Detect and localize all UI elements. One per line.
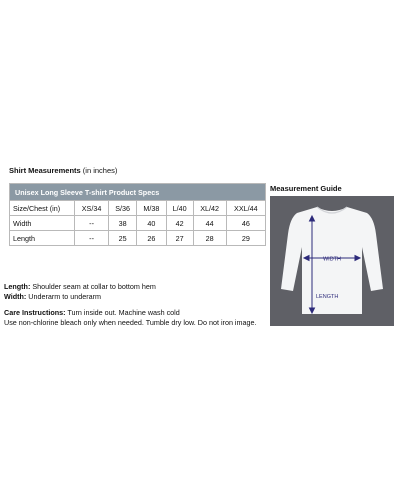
table-cell: 27 bbox=[166, 231, 193, 246]
table-cell: 38 bbox=[109, 216, 137, 231]
header-cell: XL/42 bbox=[193, 201, 226, 216]
table-row bbox=[10, 231, 266, 246]
page-title bbox=[9, 166, 117, 175]
width-label: WIDTH bbox=[322, 256, 342, 263]
table-cell: 46 bbox=[226, 216, 265, 231]
header-cell: L/40 bbox=[166, 201, 193, 216]
title-unit: (in inches) bbox=[80, 166, 118, 175]
width-note-text: Underarm to underarm bbox=[26, 291, 101, 301]
care-note-text: Turn inside out. Machine wash cold bbox=[65, 308, 180, 317]
row-label: Width bbox=[10, 216, 75, 231]
header-cell: Size/Chest (in) bbox=[10, 201, 75, 216]
title-bold: Shirt Measurements bbox=[9, 166, 81, 175]
spec-table-title: Unisex Long Sleeve T-shirt Product Specs bbox=[10, 184, 266, 201]
header-cell: XS/34 bbox=[75, 201, 109, 216]
width-note-label: Width: bbox=[4, 291, 27, 301]
care-note-label: Care Instructions: bbox=[4, 308, 66, 317]
length-note bbox=[4, 282, 257, 292]
table-cell: 26 bbox=[137, 231, 167, 246]
table-cell: -- bbox=[75, 216, 109, 231]
table-row bbox=[10, 216, 266, 231]
table-cell: -- bbox=[75, 231, 109, 246]
header-cell: M/38 bbox=[137, 201, 167, 216]
row-label: Length bbox=[10, 231, 75, 246]
length-note-label: Length: bbox=[4, 282, 31, 291]
table-cell: 28 bbox=[193, 231, 226, 246]
care-note bbox=[4, 308, 257, 318]
measurement-guide-image bbox=[270, 196, 394, 326]
header-cell: S/36 bbox=[109, 201, 137, 216]
width-note bbox=[4, 292, 257, 302]
table-cell: 25 bbox=[109, 231, 137, 246]
length-label: LENGTH bbox=[316, 294, 339, 300]
notes bbox=[4, 282, 257, 327]
table-cell: 29 bbox=[226, 231, 265, 246]
table-header-row bbox=[10, 201, 266, 216]
measurement-guide-title: Measurement Guide bbox=[270, 184, 342, 193]
table-cell: 44 bbox=[193, 216, 226, 231]
length-note-text: Shoulder seam at collar to bottom hem bbox=[30, 282, 156, 291]
table-cell: 42 bbox=[166, 216, 193, 231]
header-cell: XXL/44 bbox=[226, 201, 265, 216]
spec-table-title-row bbox=[10, 184, 266, 201]
table-cell: 40 bbox=[137, 216, 167, 231]
care-note-line2: Use non-chlorine bleach only when needed. Tumble dry low. Do not iron image. bbox=[4, 317, 257, 327]
spec-table bbox=[9, 183, 266, 246]
